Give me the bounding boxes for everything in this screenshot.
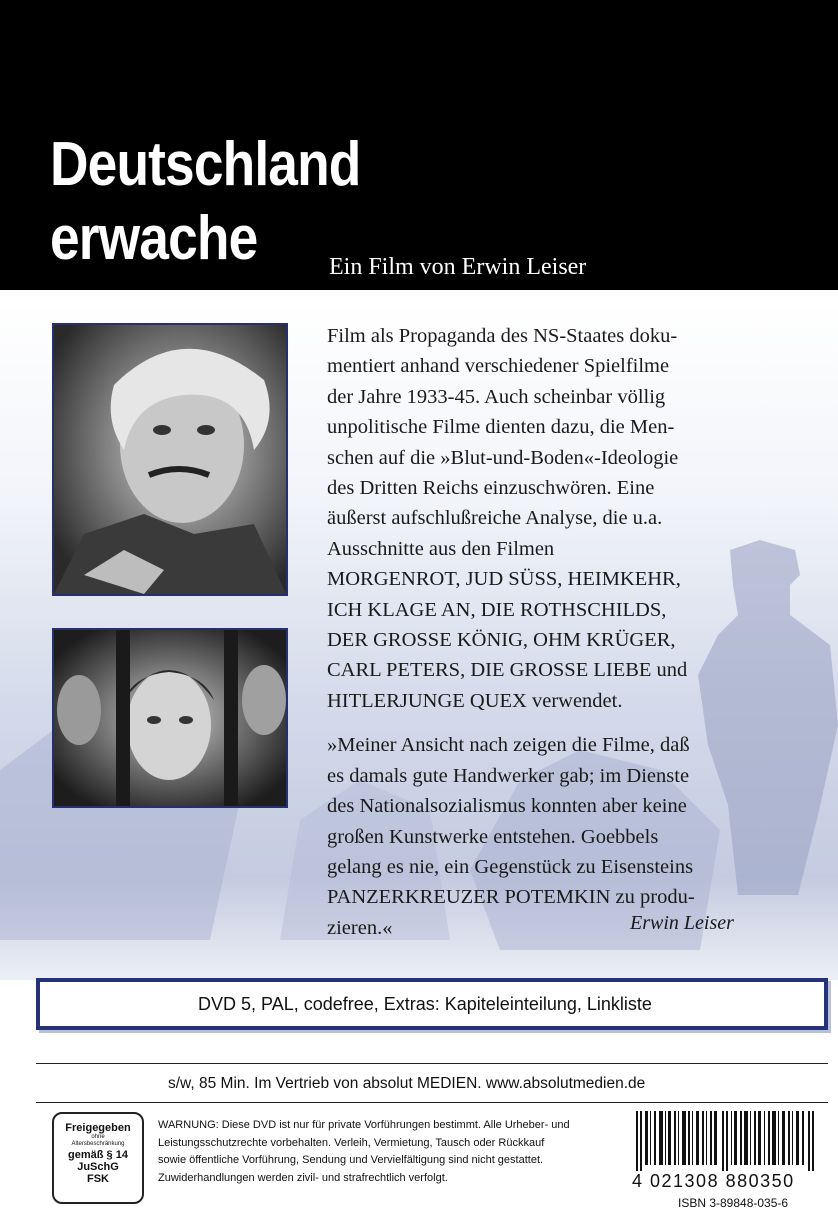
barcode-icon: [632, 1111, 820, 1171]
header-banner: [0, 0, 838, 290]
quote-line: es damals gute Handwerker gab; im Dienste: [327, 764, 690, 787]
quote-line: des Nationalsozialismus konnten aber keine: [327, 795, 687, 818]
barcode-digits: 4 021308 880350: [632, 1171, 795, 1191]
film-still-woman-image: [54, 630, 286, 806]
description-line: der Jahre 1933-45. Auch scheinbar völlig: [327, 385, 666, 408]
quote-line: zieren.«: [327, 916, 393, 939]
description-line: HITLERJUNGE QUEX verwendet.: [327, 689, 623, 712]
title-line-1: Deutschland: [50, 130, 361, 199]
quote-line: PANZERKREUZER POTEMKIN zu produ-: [327, 886, 695, 909]
description-text: [327, 321, 727, 957]
quote-line: großen Kunstwerke entstehen. Goebbels: [327, 825, 659, 848]
description-line: ICH KLAGE AN, DIE ROTHSCHILDS,: [327, 598, 667, 621]
fsk-line-1: Freigegeben: [65, 1122, 131, 1134]
fsk-line-2: ohne: [91, 1134, 105, 1140]
film-still-portrait-man: [52, 323, 288, 596]
quote-author: Erwin Leiser: [630, 912, 734, 934]
description-line: mentiert anhand verschiedener Spielfilme: [327, 355, 670, 378]
warning-line: Zuwiderhandlungen werden zivil- und strafrechtlich verfolgt.: [158, 1171, 448, 1184]
description-line: des Dritten Reichs einzuschwören. Eine: [327, 477, 655, 500]
fsk-line-4: gemäß § 14: [68, 1149, 128, 1161]
page-title: [50, 128, 361, 276]
quote-line: »Meiner Ansicht nach zeigen die Filme, daß: [327, 734, 690, 757]
description-line: DER GROSSE KÖNIG, OHM KRÜGER,: [327, 629, 676, 652]
dvd-info-text: DVD 5, PAL, codefree, Extras: Kapiteleinteilung, Linkliste: [198, 994, 652, 1014]
dvd-info-box: [36, 978, 828, 1030]
fsk-line-5: JuSchG: [77, 1161, 119, 1173]
title-line-2: erwache: [50, 204, 258, 273]
subtitle: Ein Film von Erwin Leiser: [329, 254, 587, 280]
distribution-line: s/w, 85 Min. Im Vertrieb von absolut MEDIEN. www.absolutmedien.de: [168, 1075, 646, 1092]
fsk-line-6: FSK: [87, 1173, 109, 1185]
divider-bottom: [36, 1102, 828, 1103]
description-line: MORGENROT, JUD SÜSS, HEIMKEHR,: [327, 568, 681, 591]
fsk-rating-badge: [52, 1112, 144, 1204]
isbn: ISBN 3-89848-035-6: [678, 1196, 789, 1210]
film-still-portrait-man-image: [54, 325, 286, 594]
description-line: CARL PETERS, DIE GROSSE LIEBE und: [327, 659, 688, 682]
film-still-woman-behind-bars: [52, 628, 288, 808]
description-paragraph: [327, 321, 727, 716]
legal-warning: [158, 1117, 608, 1187]
quote-line: gelang es nie, ein Gegenstück zu Eisensteins: [327, 855, 694, 878]
description-line: schen auf die »Blut-und-Boden«-Ideologie: [327, 446, 679, 469]
divider-top: [36, 1063, 828, 1064]
fsk-line-3: Altersbeschränkung: [71, 1141, 125, 1147]
description-line: Ausschnitte aus den Filmen: [327, 537, 555, 560]
description-line: äußerst aufschlußreiche Analyse, die u.a.: [327, 507, 663, 530]
description-line: unpolitische Filme dienten dazu, die Men-: [327, 416, 675, 439]
warning-line: WARNUNG: Diese DVD ist nur für private Vorführungen bestimmt. Alle Urheber- und: [158, 1119, 570, 1131]
description-line: Film als Propaganda des NS-Staates doku-: [327, 325, 678, 347]
warning-line: Leistungsschutzrechte vorbehalten. Verleih, Vermietung, Tausch oder Rückkauf: [158, 1136, 545, 1149]
warning-line: sowie öffentliche Vorführung, Sendung und Vervielfältigung sind nicht gestattet.: [158, 1154, 544, 1166]
